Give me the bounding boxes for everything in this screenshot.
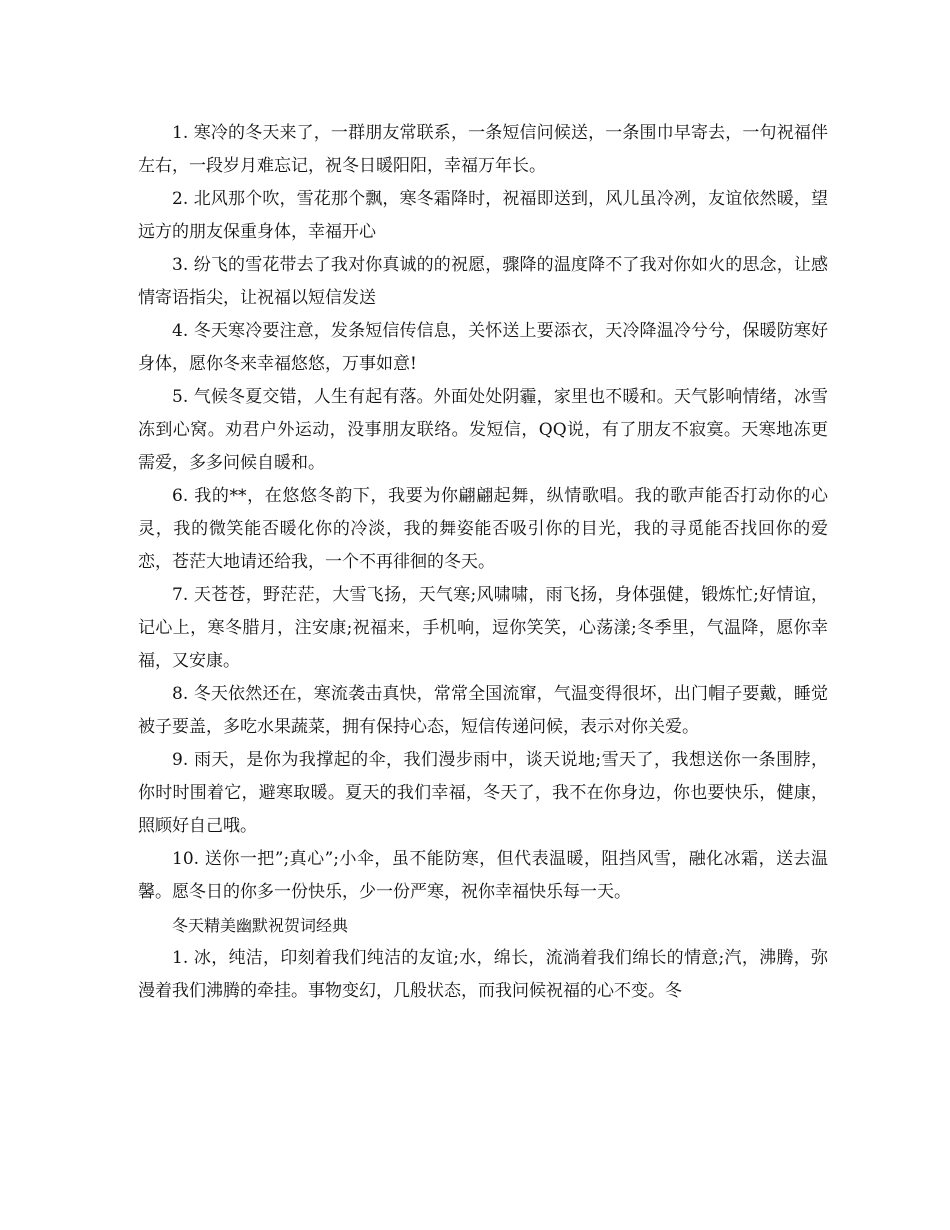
section-heading: 冬天精美幽默祝贺词经典 [172, 916, 349, 935]
paragraph: 7. 天苍苍，野茫茫，大雪飞扬，天气寒;风啸啸，雨飞扬，身体强健，锻炼忙;好情谊，记心上，寒冬腊月，注安康;祝福来，手机响，逗你笑笑，心荡漾;冬季里，气温降，愿你幸福，又安康。 [138, 585, 828, 671]
paragraph: 6. 我的**，在悠悠冬韵下，我要为你翩翩起舞，纵情歌唱。我的歌声能否打动你的心灵，我的微笑能否暖化你的冷淡，我的舞姿能否吸引你的目光，我的寻觅能否找回你的爱恋，苍茫大地请还给我，一个不再徘徊的冬天。 [138, 486, 828, 572]
paragraph: 9. 雨天，是你为我撑起的伞，我们漫步雨中，谈天说地;雪天了，我想送你一条围脖，你时时围着它，避寒取暖。夏天的我们幸福，冬天了，我不在你身边，你也要快乐，健康，照顾好自己哦。 [138, 750, 828, 836]
paragraph: 2. 北风那个吹，雪花那个飘，寒冬霜降时，祝福即送到，风儿虽冷冽，友谊依然暖，望远方的朋友保重身体，幸福开心 [138, 189, 828, 242]
paragraph: 5. 气候冬夏交错，人生有起有落。外面处处阴霾，家里也不暖和。天气影响情绪，冰雪冻到心窝。劝君户外运动，没事朋友联络。发短信，QQ说，有了朋友不寂寞。天寒地冻更需爱，多多问候自暖和。 [138, 387, 828, 473]
paragraph: 8. 冬天依然还在，寒流袭击真快，常常全国流窜，气温变得很坏，出门帽子要戴，睡觉被子要盖，多吃水果蔬菜，拥有保持心态，短信传递问候，表示对你关爱。 [138, 684, 828, 737]
paragraph: 3. 纷飞的雪花带去了我对你真诚的的祝愿，骤降的温度降不了我对你如火的思念，让感情寄语指尖，让祝福以短信发送 [138, 255, 828, 308]
paragraph: 10. 送你一把”;真心”;小伞，虽不能防寒，但代表温暖，阻挡风雪，融化冰霜，送去温馨。愿冬日的你多一份快乐，少一份严寒，祝你幸福快乐每一天。 [138, 849, 828, 902]
document-page [138, 117, 828, 1008]
paragraph: 1. 冰，纯洁，印刻着我们纯洁的友谊;水，绵长，流淌着我们绵长的情意;汽，沸腾，弥漫着我们沸腾的牵挂。事物变幻，几般状态，而我问候祝福的心不变。冬 [138, 948, 828, 1001]
paragraph: 1. 寒冷的冬天来了，一群朋友常联系，一条短信问候送，一条围巾早寄去，一句祝福伴左右，一段岁月难忘记，祝冬日暖阳阳，幸福万年长。 [138, 123, 828, 176]
paragraph: 4. 冬天寒冷要注意，发条短信传信息，关怀送上要添衣，天冷降温冷兮兮，保暖防寒好身体，愿你冬来幸福悠悠，万事如意! [138, 321, 828, 374]
